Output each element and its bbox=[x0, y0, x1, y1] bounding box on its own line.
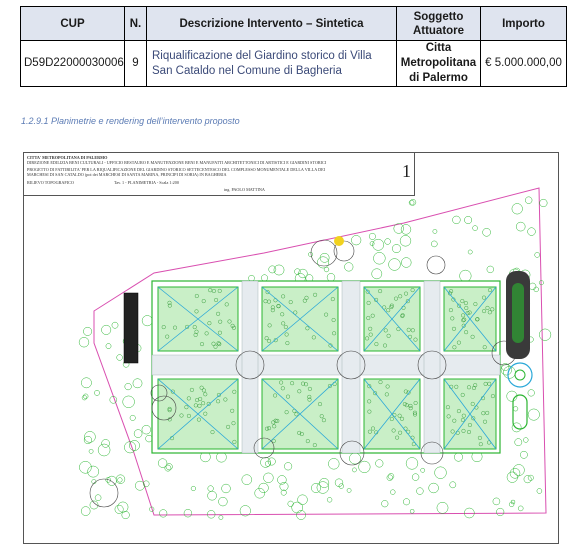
tree-symbol bbox=[510, 468, 520, 478]
tree-symbol bbox=[159, 510, 167, 518]
tree-symbol bbox=[540, 199, 548, 207]
tree-symbol bbox=[320, 478, 329, 487]
tree-symbol bbox=[528, 390, 535, 397]
tree-symbol bbox=[295, 269, 301, 275]
tree-symbol bbox=[374, 252, 386, 264]
rosette-feature bbox=[508, 363, 532, 387]
tree-symbol bbox=[382, 500, 389, 507]
tree-symbol bbox=[487, 266, 494, 273]
tree-symbol bbox=[483, 228, 491, 236]
tree-symbol bbox=[539, 329, 551, 341]
tree-symbol bbox=[359, 461, 371, 473]
cell-importo: € 5.000.000,00 bbox=[481, 41, 567, 87]
section-caption: 1.2.9.1 Planimetrie e rendering dell’intervento proposto bbox=[21, 116, 240, 126]
tree-symbol bbox=[112, 322, 118, 328]
title-line: MARCHESI DI SAN CATALDO (poi dei MARCHESI DI SANTA MARINA, PRINCIPI DI SORIA) IN BAGHERIA bbox=[27, 172, 227, 177]
tree-symbol bbox=[352, 468, 356, 472]
tree-symbol bbox=[516, 222, 525, 231]
tree-symbol bbox=[264, 473, 274, 483]
cell-cup: D59D22000030006 bbox=[21, 41, 125, 87]
tree-symbol bbox=[400, 235, 411, 246]
tree-symbol bbox=[394, 224, 404, 234]
tree-symbol bbox=[369, 233, 375, 239]
tree-symbol bbox=[513, 407, 518, 412]
tree-symbol bbox=[496, 508, 504, 516]
tree-symbol bbox=[392, 244, 400, 252]
tree-symbol bbox=[292, 502, 303, 513]
title-line: Tav. 1 - PLANIMETRIA - Scala 1:200 bbox=[114, 180, 179, 185]
tree-symbol bbox=[259, 483, 269, 493]
tree-symbol bbox=[130, 415, 135, 420]
sheet-number: 1 bbox=[402, 161, 411, 181]
hatched-building bbox=[124, 293, 138, 363]
tree-symbol bbox=[493, 498, 500, 505]
tree-symbol bbox=[387, 475, 393, 481]
title-line: CITTA' METROPOLITANA DI PALERMO bbox=[27, 155, 108, 160]
tree-symbol bbox=[89, 449, 93, 453]
tree-symbol bbox=[288, 501, 294, 507]
tree-symbol bbox=[79, 337, 89, 347]
tree-symbol bbox=[184, 509, 192, 517]
tree-symbol bbox=[83, 394, 88, 399]
tree-symbol bbox=[403, 499, 409, 505]
site-plan-svg bbox=[24, 153, 558, 543]
tree-symbol bbox=[81, 378, 91, 388]
tree-symbol bbox=[242, 475, 252, 485]
tree-symbol bbox=[216, 452, 226, 462]
tree-symbol bbox=[165, 465, 171, 471]
cell-soggetto: Citta Metropolitana di Palermo bbox=[397, 41, 481, 87]
header-soggetto: Soggetto Attuatore bbox=[397, 7, 481, 41]
tree-symbol bbox=[509, 502, 514, 507]
tree-symbol bbox=[311, 483, 320, 492]
tree-symbol bbox=[525, 197, 532, 204]
title-block bbox=[24, 153, 415, 196]
table-header-row bbox=[21, 7, 567, 41]
header-cup: CUP bbox=[21, 7, 125, 41]
tree-symbol bbox=[222, 484, 231, 493]
tree-symbol bbox=[83, 327, 91, 335]
tree-symbol bbox=[249, 275, 255, 281]
tree-symbol bbox=[327, 497, 332, 502]
tree-symbol bbox=[106, 344, 111, 349]
tree-symbol bbox=[437, 502, 448, 513]
tree-symbol bbox=[454, 453, 462, 461]
tree-symbol bbox=[94, 390, 99, 395]
tree-symbol bbox=[320, 253, 329, 262]
tree-symbol bbox=[370, 242, 374, 246]
tree-symbol bbox=[528, 228, 536, 236]
site-plan-drawing bbox=[23, 152, 559, 544]
header-n: N. bbox=[125, 7, 147, 41]
tree-symbol bbox=[385, 239, 391, 245]
tree-symbol bbox=[401, 258, 411, 268]
tree-symbol bbox=[520, 451, 527, 458]
tree-symbol bbox=[453, 216, 461, 224]
tree-symbol bbox=[410, 509, 414, 513]
tree-symbol bbox=[389, 259, 401, 271]
tree-symbol bbox=[255, 488, 265, 498]
tree-symbol bbox=[406, 458, 418, 470]
tree-symbol bbox=[515, 439, 522, 446]
tree-symbol bbox=[117, 355, 123, 361]
tree-symbol bbox=[524, 476, 531, 483]
tree-symbol bbox=[297, 510, 306, 519]
tree-symbol bbox=[417, 488, 424, 495]
tree-symbol bbox=[433, 229, 437, 233]
tree-symbol bbox=[191, 486, 196, 491]
tree-symbol bbox=[518, 506, 523, 511]
tree-symbol bbox=[208, 491, 217, 500]
title-line: RILIEVO TOPOGRAFICO bbox=[27, 180, 74, 185]
tree-symbol bbox=[328, 458, 339, 469]
tree-symbol bbox=[219, 515, 223, 519]
tree-symbol bbox=[280, 482, 288, 490]
tree-symbol bbox=[351, 235, 361, 245]
tree-symbol bbox=[372, 269, 382, 279]
tree-symbol bbox=[460, 270, 472, 282]
tree-symbol bbox=[327, 273, 335, 281]
tree-symbol bbox=[219, 497, 228, 506]
tree-symbol bbox=[390, 490, 395, 495]
tree-symbol bbox=[284, 463, 292, 471]
tree-symbol bbox=[298, 495, 308, 505]
tree-symbol bbox=[135, 481, 144, 490]
tree-symbol bbox=[412, 474, 419, 481]
tree-symbol bbox=[373, 239, 384, 250]
tree-symbol bbox=[134, 430, 142, 438]
title-line: PROGETTO DI FATTIBILITA' PER LA RIQUALIFICAZIONE DEL GIARDINO STORICO SETTECENTESCO DEL COMPLESSO MONUMENTALE DELLA VILLA DEI bbox=[27, 167, 326, 172]
table-row bbox=[21, 41, 567, 87]
title-line: DIREZIONE EDILIZIA BENI CULTURALI - UFFICIO RESTAURO E MANUTENZIONE BENI E MANUFATTI ARCHITETTONICI DI ARTISTICI E GIARDINI STORICI bbox=[27, 160, 327, 165]
tree-symbol bbox=[528, 409, 539, 420]
tree-symbol bbox=[468, 250, 472, 254]
tree-symbol bbox=[345, 263, 354, 272]
tree-symbol bbox=[146, 435, 153, 442]
tree-symbol bbox=[261, 275, 267, 281]
tree-symbol bbox=[102, 439, 110, 447]
tree-symbol bbox=[376, 460, 384, 468]
tree-symbol bbox=[347, 488, 351, 492]
tree-symbol bbox=[133, 379, 142, 388]
tree-symbol bbox=[529, 283, 536, 290]
tree-symbol bbox=[125, 383, 132, 390]
cell-n: 9 bbox=[125, 41, 147, 87]
tree-symbol bbox=[535, 252, 540, 257]
tree-symbol bbox=[523, 438, 528, 443]
header-importo: Importo bbox=[481, 7, 567, 41]
tree-symbol bbox=[450, 482, 456, 488]
tree-symbol bbox=[308, 252, 312, 256]
tree-symbol bbox=[102, 325, 111, 334]
tree-symbol bbox=[142, 425, 151, 434]
tree-symbol bbox=[401, 225, 411, 235]
tree-symbol bbox=[512, 204, 523, 215]
tree-symbol bbox=[95, 495, 101, 501]
tree-symbol bbox=[388, 473, 394, 479]
tree-symbol bbox=[537, 489, 542, 494]
tree-symbol bbox=[435, 467, 447, 479]
tree-symbol bbox=[473, 226, 478, 231]
tree-symbol bbox=[349, 453, 360, 464]
title-line: ing. PAOLO MATTINA bbox=[224, 187, 265, 192]
tree-symbol bbox=[429, 483, 439, 493]
header-descrizione: Descrizione Intervento – Sintetica bbox=[147, 7, 397, 41]
tree-symbol bbox=[98, 444, 110, 456]
tree-symbol bbox=[464, 216, 471, 223]
tree-symbol bbox=[118, 478, 123, 483]
cell-descrizione: Riqualificazione del Giardino storico di Villa San Cataldo nel Comune di Bagheria bbox=[147, 41, 397, 87]
tree-symbol bbox=[421, 468, 425, 472]
tree-symbol bbox=[81, 507, 90, 516]
tree-symbol bbox=[507, 472, 518, 483]
yellow-marker bbox=[334, 236, 344, 246]
tree-symbol bbox=[142, 316, 152, 326]
tree-symbol bbox=[431, 241, 437, 247]
intervention-table bbox=[20, 6, 567, 87]
tree-symbol bbox=[82, 395, 87, 400]
tree-symbol bbox=[274, 265, 284, 275]
tree-symbol bbox=[208, 486, 214, 492]
tree-symbol bbox=[123, 396, 135, 408]
